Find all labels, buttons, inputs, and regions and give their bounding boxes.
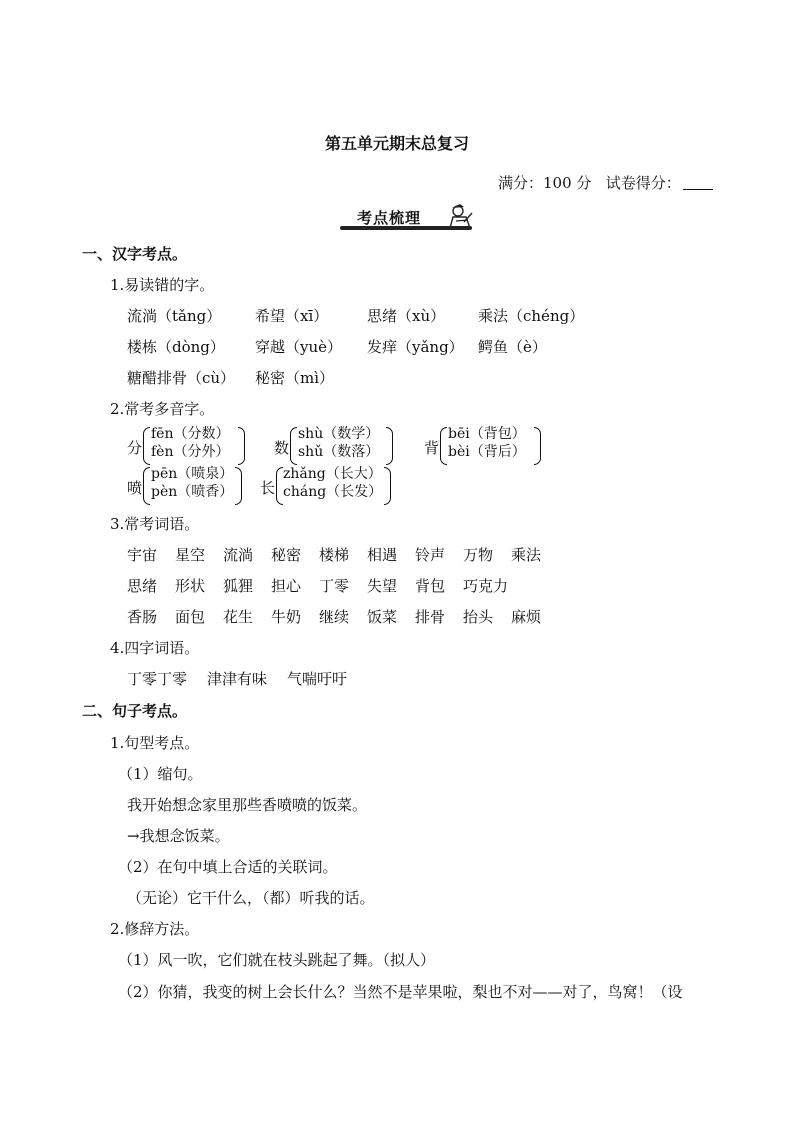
word-item: 气喘吁吁 — [287, 670, 348, 688]
brace-open — [143, 427, 150, 465]
writing-figure-icon — [444, 204, 476, 234]
pinyin-item: 希望（xī） — [255, 307, 329, 325]
sentence-text: 我开始想念家里那些香喷喷的饭菜。 — [127, 796, 368, 814]
word-item: 抬头 — [463, 608, 494, 626]
polyphone-reading: pèn（喷香） — [151, 484, 234, 500]
score-line — [498, 173, 713, 193]
word-item: 星空 — [175, 546, 206, 564]
pinyin-row-3 — [127, 368, 687, 388]
pinyin-item: 思绪（xù） — [367, 307, 446, 325]
polyphone-shu — [274, 427, 398, 467]
four-char-words — [127, 669, 387, 689]
word-item: 形状 — [175, 577, 206, 595]
rhetoric-item-2: （2）你猜，我变的树上会长什么？当然不是苹果啦，梨也不对——对了，鸟窝！（设 — [118, 983, 683, 1001]
brace-open — [276, 467, 283, 505]
word-item: 失望 — [367, 577, 398, 595]
part-1-3-heading: 3.常考词语。 — [110, 515, 200, 533]
word-item: 相遇 — [367, 546, 398, 564]
word-item: 万物 — [463, 546, 494, 564]
word-item: 秘密 — [271, 546, 302, 564]
word-item: 丁零丁零 — [127, 670, 188, 688]
pinyin-row-1 — [127, 306, 687, 326]
polyphone-reading: shù（数学） — [298, 426, 380, 442]
word-item: 宇宙 — [127, 546, 158, 564]
page-title: 第五单元期末总复习 — [324, 134, 469, 153]
brace-open — [290, 427, 297, 465]
sub-2-heading: （2）在句中填上合适的关联词。 — [118, 858, 338, 876]
rhetoric-item-1: （1）风一吹，它们就在枝头跳起了舞。（拟人） — [118, 951, 436, 969]
pinyin-item: 糖醋排骨（cù） — [127, 369, 236, 387]
section-2-heading: 二、句子考点。 — [82, 702, 188, 720]
word-item: 面包 — [175, 608, 206, 626]
pinyin-item: 秘密（mì） — [255, 369, 335, 387]
sentence-answer: →我想念饭菜。 — [127, 827, 230, 845]
part-1-4-heading: 4.四字词语。 — [110, 639, 200, 657]
word-item: 香肠 — [127, 608, 158, 626]
word-item: 担心 — [271, 577, 302, 595]
polyphone-char: 长 — [260, 479, 276, 497]
word-row-1 — [127, 545, 567, 565]
full-score: 满分：100 分 — [498, 174, 592, 192]
word-item: 巧克力 — [463, 577, 509, 595]
pinyin-item: 楼栋（dòng） — [127, 338, 225, 356]
polyphone-fen — [127, 427, 247, 467]
brace-close — [534, 427, 541, 465]
word-item: 思绪 — [127, 577, 158, 595]
brace-close — [235, 467, 242, 505]
score-got-label: 试卷得分： — [605, 174, 681, 192]
section-banner — [340, 204, 476, 234]
word-item: 背包 — [415, 577, 446, 595]
word-item: 排骨 — [415, 608, 446, 626]
pinyin-item: 鳄鱼（è） — [478, 338, 547, 356]
word-item: 乘法 — [511, 546, 542, 564]
part-1-2-heading: 2.常考多音字。 — [110, 400, 215, 418]
word-item: 流淌 — [223, 546, 254, 564]
polyphone-reading: fēn（分数） — [151, 426, 230, 442]
word-row-3 — [127, 607, 567, 627]
part-2-1-heading: 1.句型考点。 — [110, 734, 200, 752]
polyphone-char: 背 — [424, 439, 440, 457]
polyphone-reading: bèi（背后） — [448, 444, 526, 460]
word-item: 花生 — [223, 608, 254, 626]
polyphone-reading: cháng（长发） — [283, 484, 383, 500]
pinyin-item: 穿越（yuè） — [255, 338, 343, 356]
polyphone-char: 喷 — [127, 479, 143, 497]
brace-open — [143, 467, 150, 505]
polyphone-bei — [424, 427, 546, 467]
polyphone-reading: zhǎng（长大） — [283, 466, 382, 482]
polyphone-pen — [127, 467, 247, 507]
polyphone-zhang — [260, 467, 396, 507]
polyphone-reading: bēi（背包） — [448, 426, 526, 442]
word-item: 铃声 — [415, 546, 446, 564]
part-2-2-heading: 2.修辞方法。 — [110, 920, 200, 938]
word-item: 狐狸 — [223, 577, 254, 595]
brace-close — [386, 427, 393, 465]
word-row-2 — [127, 576, 567, 596]
word-item: 饭菜 — [367, 608, 398, 626]
word-item: 津津有味 — [207, 670, 268, 688]
pinyin-item: 发痒（yǎng） — [367, 338, 464, 356]
brace-close — [238, 427, 245, 465]
polyphone-reading: shǔ（数落） — [298, 444, 380, 460]
pinyin-row-2 — [127, 337, 687, 357]
pinyin-item: 乘法（chéng） — [478, 307, 585, 325]
polyphone-reading: pēn（喷泉） — [151, 466, 234, 482]
word-item: 牛奶 — [271, 608, 302, 626]
polyphone-char: 分 — [127, 439, 143, 457]
banner-label: 考点梳理 — [357, 209, 422, 227]
sub-1-heading: （1）缩句。 — [118, 765, 203, 783]
section-1-heading: 一、汉字考点。 — [82, 245, 188, 263]
brace-open — [440, 427, 447, 465]
sentence-text: （无论）它干什么，（都）听我的话。 — [127, 889, 375, 907]
score-blank — [683, 175, 713, 190]
word-item: 楼梯 — [319, 546, 350, 564]
polyphone-reading: fèn（分外） — [151, 444, 230, 460]
polyphone-char: 数 — [274, 439, 290, 457]
part-1-1-heading: 1.易读错的字。 — [110, 276, 215, 294]
brace-close — [384, 467, 391, 505]
word-item: 继续 — [319, 608, 350, 626]
word-item: 麻烦 — [511, 608, 542, 626]
pinyin-item: 流淌（tǎng） — [127, 307, 222, 325]
word-item: 丁零 — [319, 577, 350, 595]
